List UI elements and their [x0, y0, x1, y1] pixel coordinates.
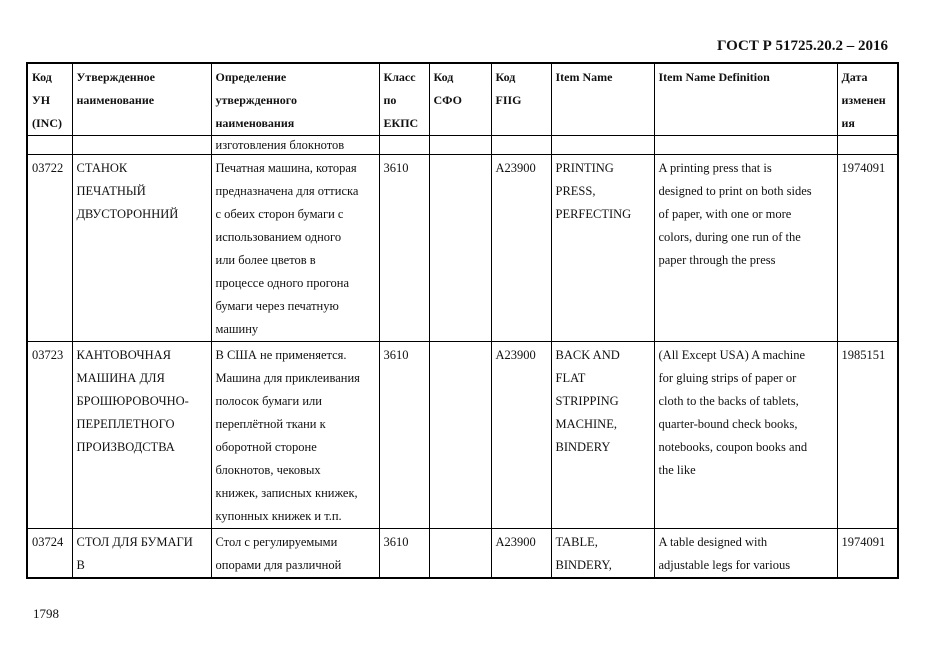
header-sfo-code: Код СФО [429, 63, 491, 136]
nomenclature-table [26, 62, 899, 579]
cont-cell: изготовления блокнотов [211, 136, 379, 155]
approved-name: СТОЛ ДЛЯ БУМАГИ В [72, 529, 211, 579]
cont-cell [654, 136, 837, 155]
ekps-class: 3610 [379, 342, 429, 529]
header-item-name-definition: Item Name Definition [654, 63, 837, 136]
definition-en: (All Except USA) A machine for gluing strips of paper or cloth to the backs of tablets, quarter-bound check books, notebooks, coupon books and the like [654, 342, 837, 529]
inc-code: 03724 [27, 529, 72, 579]
sfo-code [429, 155, 491, 342]
fiig-code: A23900 [491, 529, 551, 579]
change-date: 1974091 [837, 529, 898, 579]
sfo-code [429, 342, 491, 529]
table-row [27, 342, 898, 529]
header-definition-ru: Определение утвержденного наименования [211, 63, 379, 136]
cont-cell [429, 136, 491, 155]
item-name: PRINTING PRESS, PERFECTING [551, 155, 654, 342]
header-approved-name: Утвержденное наименование [72, 63, 211, 136]
fiig-code: A23900 [491, 155, 551, 342]
cont-cell [491, 136, 551, 155]
cont-cell [72, 136, 211, 155]
document-standard-title: ГОСТ Р 51725.20.2 – 2016 [716, 38, 888, 54]
definition-ru: Печатная машина, которая предназначена для оттиска с обеих сторон бумаги с использованием одного или более цветов в процессе одного прогона бумаги через печатную машину [211, 155, 379, 342]
definition-en: A printing press that is designed to print on both sides of paper, with one or more colors, during one run of the paper through the press [654, 155, 837, 342]
approved-name: СТАНОК ПЕЧАТНЫЙ ДВУСТОРОННИЙ [72, 155, 211, 342]
inc-code: 03722 [27, 155, 72, 342]
header-ekps-class: Класс по ЕКПС [379, 63, 429, 136]
continuation-row [27, 136, 898, 155]
header-item-name: Item Name [551, 63, 654, 136]
definition-ru: В США не применяется. Машина для приклеивания полосок бумаги или переплётной ткани к оборотной стороне блокнотов, чековых книжек, записных книжек, купонных книжек и т.п. [211, 342, 379, 529]
cont-cell [551, 136, 654, 155]
header-fiig-code: Код FIIG [491, 63, 551, 136]
page-number: 1798 [33, 606, 59, 621]
header-change-date: Дата изменен ия [837, 63, 898, 136]
change-date: 1985151 [837, 342, 898, 529]
cont-cell [837, 136, 898, 155]
change-date: 1974091 [837, 155, 898, 342]
sfo-code [429, 529, 491, 579]
ekps-class: 3610 [379, 529, 429, 579]
definition-en: A table designed with adjustable legs for various [654, 529, 837, 579]
item-name: BACK AND FLAT STRIPPING MACHINE, BINDERY [551, 342, 654, 529]
approved-name: КАНТОВОЧНАЯ МАШИНА ДЛЯ БРОШЮРОВОЧНО- ПЕРЕПЛЕТНОГО ПРОИЗВОДСТВА [72, 342, 211, 529]
ekps-class: 3610 [379, 155, 429, 342]
header-inc: Код УН (INC) [27, 63, 72, 136]
fiig-code: A23900 [491, 342, 551, 529]
cont-cell [379, 136, 429, 155]
item-name: TABLE, BINDERY, [551, 529, 654, 579]
table-row [27, 155, 898, 342]
table-row [27, 529, 898, 579]
definition-ru: Стол с регулируемыми опорами для различной [211, 529, 379, 579]
table-header-row [27, 63, 898, 136]
inc-code: 03723 [27, 342, 72, 529]
cont-cell [27, 136, 72, 155]
